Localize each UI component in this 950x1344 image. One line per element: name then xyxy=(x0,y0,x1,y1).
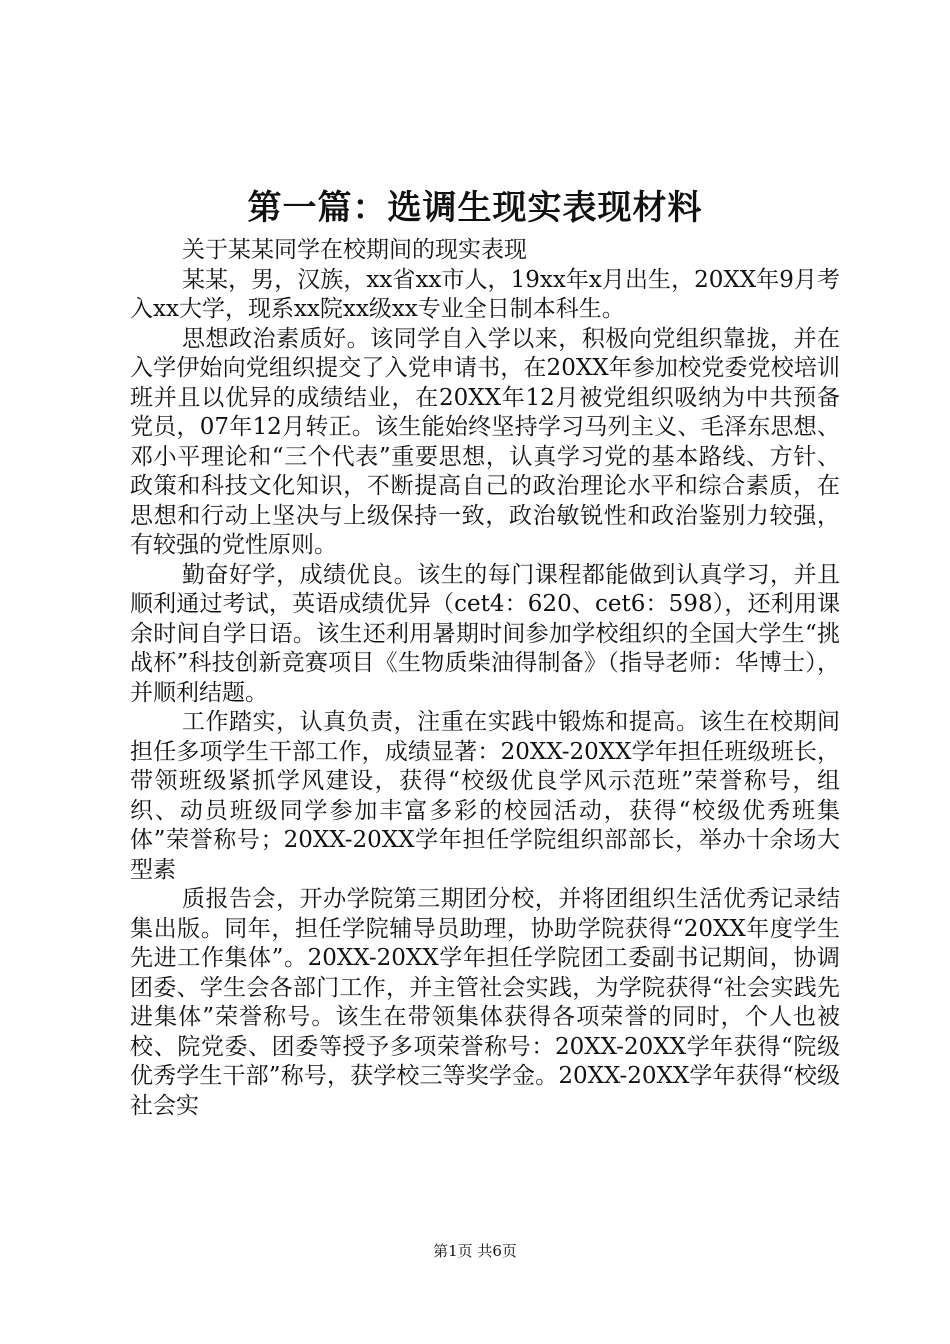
subtitle-paragraph: 关于某某同学在校期间的现实表现 xyxy=(182,237,527,263)
document-body xyxy=(130,236,840,1121)
body-paragraph: 工作踏实，认真负责，注重在实践中锻炼和提高。该生在校期间担任多项学生干部工作，成绩显著：20XX-20XX学年担任班级班长，带领班级紧抓学风建设，获得“校级优良学风示范班”荣誉称号，组织、动员班级同学参加丰富多彩的校园活动，获得“校级优秀班集体”荣誉称号；20XX-20XX学年担任学院组织部部长，举办十余场大型素 xyxy=(130,709,840,883)
document-title: 第一篇：选调生现实表现材料 xyxy=(247,188,703,228)
body-paragraph: 勤奋好学，成绩优良。该生的每门课程都能做到认真学习，并且顺利通过考试，英语成绩优异（cet4：620、cet6：598），还利用课余时间自学日语。该生还利用暑期时间参加学校组织的全国大学生“挑战杯”科技创新竞赛项目《生物质柴油得制备》（指导老师：华博士），并顺利结题。 xyxy=(130,561,840,706)
page-number-footer: 第1页 共6页 xyxy=(433,1242,517,1260)
body-paragraph: 思想政治素质好。该同学自入学以来，积极向党组织靠拢，并在入学伊始向党组织提交了入党申请书，在20XX年参加校党委党校培训班并且以优异的成绩结业，在20XX年12月被党组织吸纳为中共预备党员，07年12月转正。该生能始终坚持学习马列主义、毛泽东思想、邓小平理论和“三个代表”重要思想，认真学习党的基本路线、方针、政策和科技文化知识，不断提高自己的政治理论水平和综合素质，在思想和行动上坚决与上级保持一致，政治敏锐性和政治鉴别力较强，有较强的党性原则。 xyxy=(130,325,840,558)
body-paragraph: 某某，男，汉族，xx省xx市人，19xx年x月出生，20XX年9月考入xx大学，现系xx院xx级xx专业全日制本科生。 xyxy=(130,266,840,322)
body-paragraph: 质报告会，开办学院第三期团分校，并将团组织生活优秀记录结集出版。同年，担任学院辅导员助理，协助学院获得“20XX年度学生先进工作集体”。20XX-20XX学年担任学院团工委副书记期间，协调团委、学生会各部门工作，并主管社会实践，为学院获得“社会实践先进集体”荣誉称号。该生在带领集体获得各项荣誉的同时，个人也被校、院党委、团委等授予多项荣誉称号：20XX-20XX学年获得“院级优秀学生干部”称号，获学校三等奖学金。20XX-20XX学年获得“校级社会实 xyxy=(130,886,840,1119)
